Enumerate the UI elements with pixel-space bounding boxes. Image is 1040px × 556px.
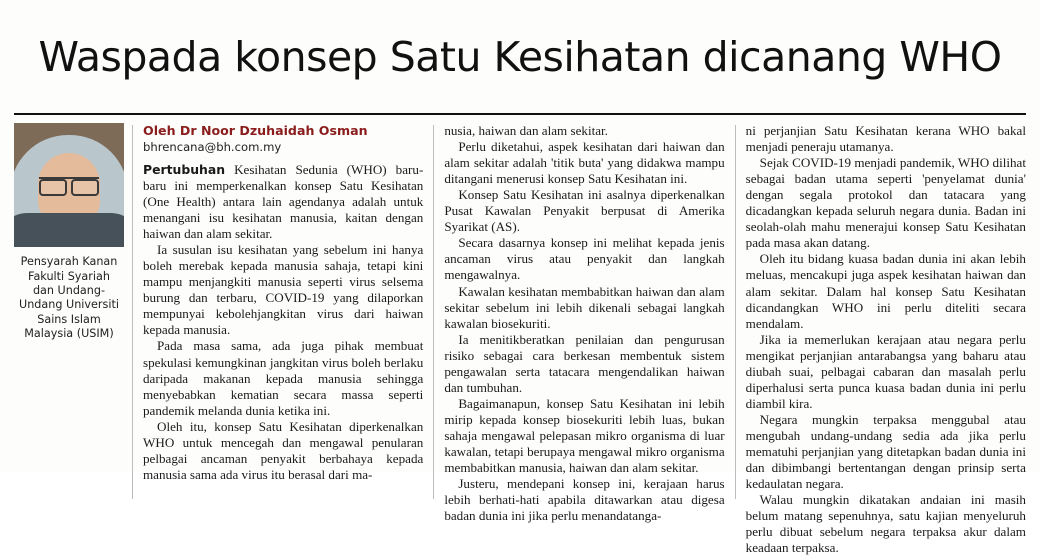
paragraph (143, 162, 423, 242)
author-portrait (14, 123, 124, 247)
paragraph: Oleh itu, konsep Satu Kesihatan diperkenalkan WHO untuk mencegah dan mengawal penularan pelbagai ancaman penyakit berbahaya kepada manusia sama ada virus itu berasal dari ma- (143, 418, 424, 482)
paragraph-text: Kesihatan Sedunia (WHO) baru-baru ini memperkenalkan konsep Satu Kesihatan (One Health) antara lain agendanya adalah untuk menangani isu kesihatan manusia, kaitan dengan haiwan dan alam sekitar. (143, 162, 424, 242)
paragraph: Jika ia memerlukan kerajaan atau negara perlu mengikat perjanjian antarabangsa yang baharu atau diubah suai, pelbagai cabaran dan masalah perlu diperhalusi serta punca kuasa badan dunia ini perlu diambil kira. (745, 331, 1026, 411)
paragraph: Perlu diketahui, aspek kesihatan dari haiwan dan alam sekitar adalah 'titik buta' yang didakwa mampu ditangani menerusi konsep Satu Kesihatan ini. (444, 139, 725, 187)
paragraph: Justeru, mendepani konsep ini, kerajaan harus lebih berhati-hati apabila ditawarkan atau digesa badan dunia ini jika perlu menandatanga- (444, 475, 725, 523)
paragraph: Negara mungkin terpaksa menggubal atau mengubah undang-undang sedia ada jika perlu mematuhi perjanjian yang ditetapkan badan dunia ini dan dibimbangi bertentangan dengan prinsip serta kedaulatan negara. (745, 411, 1026, 491)
paragraph: Ia menitikberatkan penilaian dan pengurusan risiko sebagai cara berkesan membentuk sistem pengawalan serta tatacara mengendalikan haiwan dan tumbuhan. (444, 331, 725, 395)
author-column (14, 123, 132, 501)
paragraph: Ia susulan isu kesihatan yang sebelum ini hanya boleh merebak kepada manusia sahaja, tetapi kini mampu menjangkiti manusia seperti virus selsema burung dan terbaru, COVID-19 yang dilaporkan mempunyai kebolehjangkitan virus dari haiwan kepada manusia. (143, 242, 424, 338)
column-1 (133, 123, 433, 501)
paragraph: Secara dasarnya konsep ini melihat kepada jenis ancaman virus atau penyakit dan langkah mengawalnya. (444, 235, 725, 283)
paragraph: Bagaimanapun, konsep Satu Kesihatan ini lebih mirip kepada konsep biosekuriti lebih luas, bukan sahaja mengawal pelepasan mikro organisma di luar kawalan, tetapi berupaya mengawal mikro organisma membabitkan manusia, haiwan dan alam sekitar. (444, 395, 725, 475)
paragraph-lead-in: Pertubuhan (143, 162, 226, 178)
column-2 (434, 123, 734, 523)
byline-author: Oleh Dr Noor Dzuhaidah Osman (143, 123, 368, 139)
paragraph: ni perjanjian Satu Kesihatan kerana WHO bakal menjadi peneraju utamanya. (745, 123, 1026, 155)
byline-email[interactable]: bhrencana@bh.com.my (143, 139, 282, 154)
paragraph: Kawalan kesihatan membabitkan haiwan dan alam sekitar sebelum ini lebih dikenali sebagai langkah kawalan biosekuriti. (444, 283, 725, 331)
paragraph: Konsep Satu Kesihatan ini asalnya diperkenalkan Pusat Kawalan Penyakit berpusat di Amerika Syarikat (AS). (444, 187, 725, 235)
paragraph: Pada masa sama, ada juga pihak membuat spekulasi kemungkinan jangkitan virus boleh berlaku daripada makanan kepada manusia sehingga menyebabkan kematian secara massa seperti pandemik melanda dunia ketika ini. (143, 338, 424, 418)
portrait-caption: Pensyarah Kanan Fakulti Syariah dan Undang-Undang Universiti Sains Islam Malaysia (USIM) (19, 255, 119, 340)
column-3 (736, 123, 1026, 556)
article-columns (14, 123, 1026, 556)
paragraph: Walau mungkin dikatakan andaian ini masih belum matang sepenuhnya, satu kajian menyeluruh perlu dibuat sebelum negara terpaksa akur dalam keadaan terpaksa. (745, 491, 1026, 556)
paragraph: nusia, haiwan dan alam sekitar. (444, 123, 608, 139)
paragraph: Oleh itu bidang kuasa badan dunia ini akan lebih meluas, mencakupi juga aspek kesihatan haiwan dan alam sekitar. Dalam hal konsep Satu Kesihatan dicandangkan WHO ini perlu diteliti secara mendalam. (745, 251, 1026, 331)
header-divider (14, 113, 1026, 115)
page-title: Waspada konsep Satu Kesihatan dicanang WHO (38, 33, 1002, 82)
portrait-image (14, 123, 124, 247)
paragraph: Sejak COVID-19 menjadi pandemik, WHO dilihat sebagai badan utama seperti 'penyelamat dunia' dengan segala protokol dan tatacara yang dicadangkan kepada seluruh negara dunia. Badan ini seolah-olah mahu menerajui konsep Satu Kesihatan pada masa akan datang. (745, 155, 1026, 251)
